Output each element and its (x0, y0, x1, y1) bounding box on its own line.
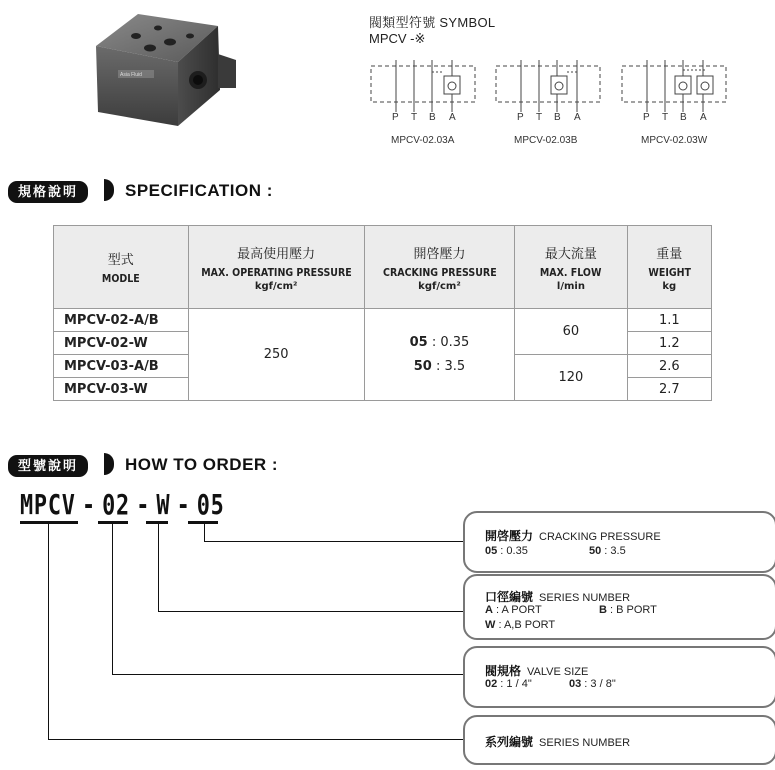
underline-series (20, 521, 78, 524)
symbol-title: 閥類型符號 SYMBOL (369, 15, 496, 30)
underline-size (98, 521, 128, 524)
spec-badge-ear (104, 179, 114, 201)
symbol-caption-w: MPCV-02.03W (641, 135, 708, 146)
leader-port-h (158, 611, 463, 612)
port-label: P (392, 112, 399, 123)
flow-cell: 120 (515, 355, 627, 401)
leader-port-v (158, 524, 159, 612)
underline-port (146, 521, 168, 524)
symbol-caption-b: MPCV-02.03B (514, 135, 578, 146)
symbol-diagram-a (370, 60, 476, 126)
leader-series-v (48, 524, 49, 740)
product-brand-text: Asia Fluid (120, 72, 142, 78)
flow-cell: 60 (515, 309, 627, 355)
header-max-flow: 最大流量 MAX. FLOW l/min (515, 226, 627, 309)
header-cracking-pressure: 開啓壓力 CRACKING PRESSURE kgf/cm² (364, 226, 515, 309)
code-port: W (156, 488, 171, 521)
symbol-diagram-w (621, 60, 727, 126)
port-label: T (536, 112, 543, 123)
model-cell: MPCV-02-W (54, 332, 189, 355)
symbol-diagram-b (495, 60, 601, 126)
header-model: 型式 MODLE (54, 226, 189, 309)
leader-cracking-v (204, 524, 205, 542)
leader-size-h (112, 674, 463, 675)
header-weight: 重量 WEIGHT kg (627, 226, 711, 309)
order-code: MPCV - 02 - W - 05 (20, 488, 225, 521)
weight-cell: 2.7 (627, 378, 711, 401)
spec-header-row (54, 226, 712, 309)
max-pressure-cell: 250 (188, 309, 364, 401)
port-label: P (517, 112, 524, 123)
weight-cell: 2.6 (627, 355, 711, 378)
spec-title: SPECIFICATION : (125, 181, 273, 200)
port-label: A (700, 112, 707, 123)
leader-cracking-h (204, 541, 463, 542)
order-title: HOW TO ORDER : (125, 455, 279, 474)
spec-table (53, 225, 712, 401)
order-box-valve-size: 閥規格 VALVE SIZE 02 : 1 / 4" 03 : 3 / 8" (463, 646, 775, 708)
leader-series-h (48, 739, 463, 740)
cracking-cell: 05 : 0.35 50 : 3.5 (364, 309, 515, 401)
port-label: A (449, 112, 456, 123)
order-box-series: 系列編號 SERIES NUMBER (463, 715, 775, 765)
port-label: T (411, 112, 418, 123)
code-series: MPCV (20, 488, 76, 521)
leader-size-v (112, 524, 113, 675)
port-label: B (554, 112, 561, 123)
underline-cracking (188, 521, 218, 524)
port-label: B (429, 112, 436, 123)
port-label: T (662, 112, 669, 123)
port-label: P (643, 112, 650, 123)
product-image (78, 8, 248, 138)
header-max-pressure: 最高使用壓力 MAX. OPERATING PRESSURE kgf/cm² (188, 226, 364, 309)
weight-cell: 1.2 (627, 332, 711, 355)
symbol-model: MPCV -※ (369, 31, 426, 46)
code-cracking: 05 (196, 488, 225, 521)
table-row (54, 309, 712, 332)
spec-badge: 規格說明 (8, 181, 88, 203)
port-label: A (574, 112, 581, 123)
weight-cell: 1.1 (627, 309, 711, 332)
symbol-caption-a: MPCV-02.03A (391, 135, 455, 146)
order-box-port: 口徑編號 SERIES NUMBER A : A PORT B : B PORT W : A,B PORT (463, 574, 775, 640)
port-label: B (680, 112, 687, 123)
order-box-cracking: 開啓壓力 CRACKING PRESSURE 05 : 0.35 50 : 3.5 (463, 511, 775, 573)
order-badge-ear (104, 453, 114, 475)
code-size: 02 (102, 488, 130, 521)
model-cell: MPCV-03-A/B (54, 355, 189, 378)
model-cell: MPCV-03-W (54, 378, 189, 401)
model-cell: MPCV-02-A/B (54, 309, 189, 332)
order-badge: 型號說明 (8, 455, 88, 477)
